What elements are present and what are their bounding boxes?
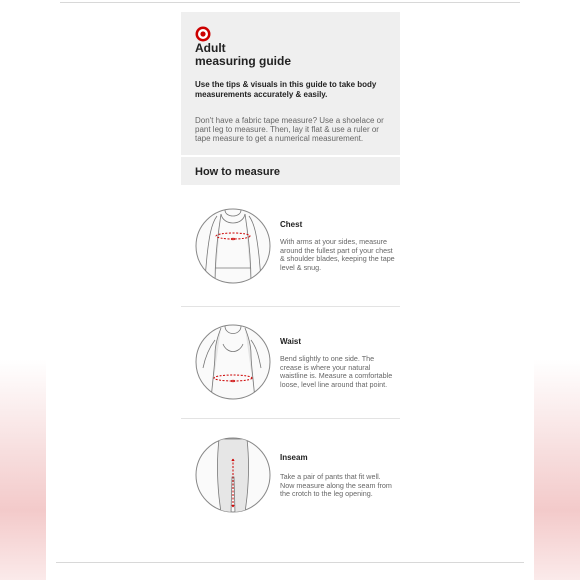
chest-title: Chest [280,220,303,229]
row-divider [181,418,400,419]
inseam-title: Inseam [280,453,308,462]
guide-title: Adult measuring guide [195,41,292,68]
how-to-measure-header [181,157,400,185]
inseam-description: Take a pair of pants that fit well. Now measure along the seam from the crotch to the leg opening. [280,472,392,499]
guide-lead-text: Use the tips & visuals in this guide to take body measurements accurately & easily. [195,80,377,99]
measurement-chest [181,207,400,303]
waist-description: Bend slightly to one side. The crease is where your natural waistline is. Measure a comfortable loose, level line around that point. [280,354,393,389]
measurement-inseam [181,436,400,526]
measurement-waist [181,324,400,416]
section-title: How to measure [195,166,280,178]
target-bullseye-icon [195,26,211,42]
top-divider [60,2,520,3]
product-description-page [46,0,534,580]
inseam-illustration [195,437,271,513]
waist-illustration [195,324,271,400]
waist-title: Waist [280,337,302,346]
measuring-guide-header [181,12,400,155]
guide-tip-text: Don't have a fabric tape measure? Use a shoelace or pant leg to measure. Then, lay it flat & use a ruler or tape measure to get a numerical measurement. [195,116,384,143]
row-divider [181,306,400,307]
chest-illustration [195,208,271,284]
bottom-divider [56,562,524,563]
chest-description: With arms at your sides, measure around the fullest part of your chest & shoulder blades, keeping the tape level & snug. [280,237,395,272]
